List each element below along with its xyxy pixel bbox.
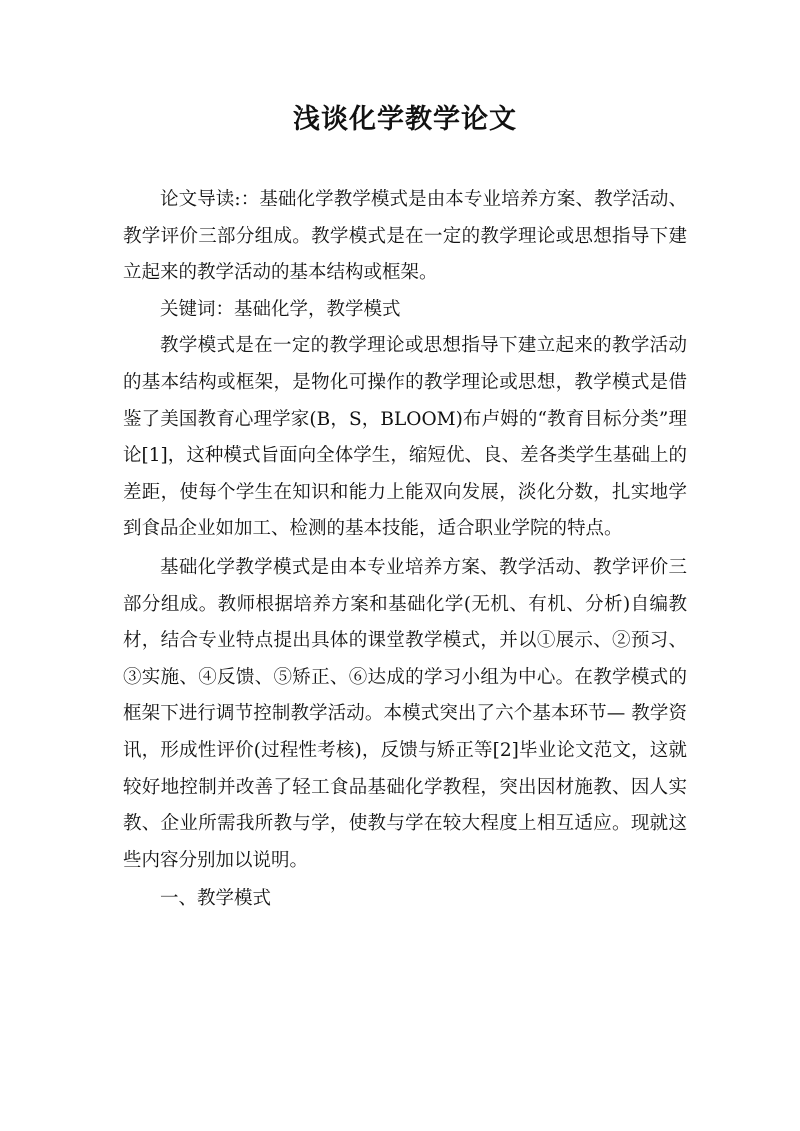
paragraph-keywords: 关键词：基础化学，教学模式 <box>160 298 401 320</box>
paragraph-body-1: 教学模式是在一定的教学理论或思想指导下建立起来的教学活动的基本结构或框架，是物化可操作的教学理论或思想，教学模式是借鉴了美国教育心理学家(B，S，BLOOM)布卢姆的“教育目标分类”理论[1]，这种模式旨面向全体学生，缩短优、良、差各类学生基础上的差距，使每个学生在知识和能力上能双向发展，淡化分数，扎实地学到食品企业如加工、检测的基本技能，适合职业学院的特点。 <box>123 335 687 540</box>
paragraph-body-2: 基础化学教学模式是由本专业培养方案、教学活动、教学评价三部分组成。教师根据培养方案和基础化学(无机、有机、分析)自编教材，结合专业特点提出具体的课堂教学模式，并以①展示、②预习、③实施、④反馈、⑤矫正、⑥达成的学习小组为中心。在教学模式的框架下进行调节控制教学活动。本模式突出了六个基本环节— 教学资讯，形成性评价(过程性考核)，反馈与矫正等[2]毕业论文范文，这就较好地控制并改善了轻工食品基础化学教程，突出因材施教、因人实教、企业所需我所教与学，使教与学在较大程度上相互适应。现就这些内容分别加以说明。 <box>123 556 687 871</box>
section-heading: 一、教学模式 <box>160 888 272 910</box>
paragraph-intro: 论文导读:：基础化学教学模式是由本专业培养方案、教学活动、教学评价三部分组成。教学模式是在一定的教学理论或思想指导下建立起来的教学活动的基本结构或框架。 <box>123 189 687 284</box>
document-title: 浅谈化学教学论文 <box>293 104 517 135</box>
